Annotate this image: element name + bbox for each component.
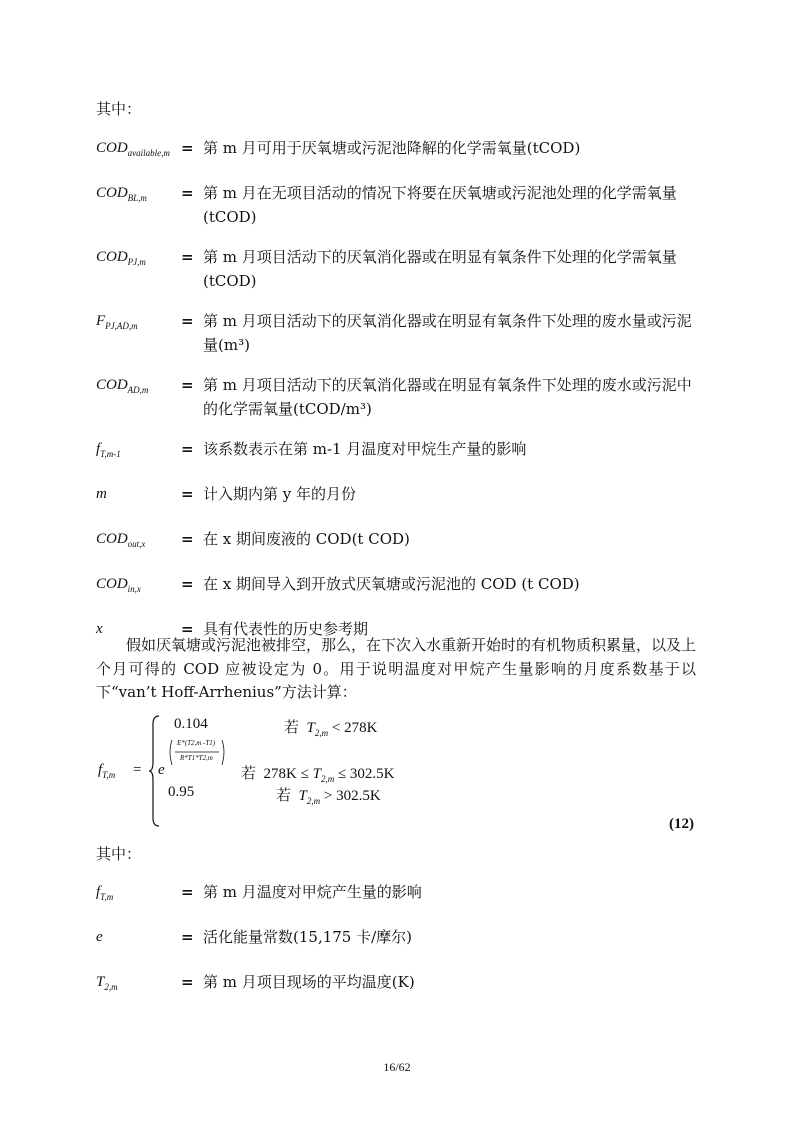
exponent-numerator: E*(T2,m -T1)	[177, 739, 216, 747]
case1-condition: 若 $T_{2,m} < 278K$	[284, 720, 378, 738]
symbol: x	[96, 621, 103, 637]
definition-text: 活化能量常数(15,175 卡/摩尔)	[203, 928, 413, 946]
definition-text: 计入期内第 y 年的月份	[203, 485, 357, 503]
formula-lhs: $f_{T,m}$	[98, 762, 116, 780]
definition-row	[96, 527, 706, 556]
exponent-denominator: R*T1*T2,m	[180, 754, 213, 762]
definition-row	[96, 373, 706, 421]
definition-row	[96, 925, 706, 954]
symbol: $COD_{out,x}$	[96, 531, 146, 549]
symbol: $COD_{AD,m}$	[96, 377, 149, 395]
page-number: 16/62	[383, 1060, 411, 1074]
case2-condition: 若 $278K \le T_{2,m} \le 302.5K$	[241, 766, 395, 784]
section-heading: 其中：	[96, 100, 142, 118]
definition-row	[96, 245, 706, 293]
case3-value: 0.95	[168, 784, 195, 800]
equation-number: (12)	[669, 816, 694, 832]
symbol: $COD_{available,m}$	[96, 140, 170, 158]
equals-sign: =	[181, 485, 194, 503]
definition-text: 具有代表性的历史参考期	[203, 620, 369, 638]
case2-base: e	[158, 762, 165, 778]
definition-row	[96, 309, 706, 357]
symbol: $COD_{in,x}$	[96, 576, 141, 594]
case3-condition: 若 $T_{2,m} > 302.5K$	[276, 788, 381, 806]
equals-sign: =	[181, 184, 194, 202]
symbol: m	[96, 486, 107, 502]
equals-sign: =	[181, 620, 194, 638]
symbol: $COD_{PJ,m}$	[96, 249, 146, 267]
definition-text: 在 x 期间导入到开放式厌氧塘或污泥池的 COD (t COD)	[203, 575, 580, 593]
equals-sign: =	[181, 928, 194, 946]
case2-exponent	[168, 738, 226, 773]
symbol: $COD_{BL,m}$	[96, 185, 147, 203]
definition-row	[96, 437, 706, 466]
definition-row	[96, 482, 706, 511]
equals-sign: =	[181, 312, 194, 330]
symbol: $T_{2,m}$	[96, 974, 118, 992]
definition-list	[96, 136, 706, 662]
equals-sign: =	[181, 376, 194, 394]
symbol: $f_{T,m}$	[96, 884, 114, 902]
equals-sign: =	[181, 139, 194, 157]
definition-row	[96, 136, 706, 165]
formula-equals: =	[133, 762, 142, 778]
symbol: e	[96, 929, 103, 945]
symbol: $F_{PJ,AD,m}$	[96, 313, 138, 331]
equals-sign: =	[181, 530, 194, 548]
definition-text: 第 m 月项目现场的平均温度(K)	[203, 973, 415, 991]
equals-sign: =	[181, 973, 194, 991]
equation-12	[96, 712, 696, 832]
definition-text: 第 m 月项目活动下的厌氧消化器或在明显有氧条件下处理的化学需氧量(tCOD)	[203, 248, 677, 290]
definition-row	[96, 572, 706, 601]
definition-text: 第 m 月可用于厌氧塘或污泥池降解的化学需氧量(tCOD)	[203, 139, 581, 157]
case1-value: 0.104	[174, 716, 208, 732]
definition-list	[96, 880, 706, 1015]
symbol: $f_{T,m-1}$	[96, 441, 121, 459]
definition-row	[96, 181, 706, 229]
definition-text: 第 m 月项目活动下的厌氧消化器或在明显有氧条件下处理的废水或污泥中的化学需氧量(tCOD/m³)	[203, 376, 692, 418]
definition-text: 第 m 月项目活动下的厌氧消化器或在明显有氧条件下处理的废水量或污泥量(m³)	[203, 312, 692, 354]
equals-sign: =	[181, 883, 194, 901]
body-paragraph: 假如厌氧塘或污泥池被排空，那么，在下次入水重新开始时的有机物质积累量，以及上个月可得的 COD 应被设定为 0。用于说明温度对甲烷产生量影响的月度系数基于以下“van’t Hoff-Arrhenius”方法计算：	[96, 636, 697, 701]
definition-text: 第 m 月在无项目活动的情况下将要在厌氧塘或污泥池处理的化学需氧量(tCOD)	[203, 184, 677, 226]
equals-sign: =	[181, 440, 194, 458]
definition-row	[96, 970, 706, 999]
definition-text: 该系数表示在第 m-1 月温度对甲烷生产量的影响	[203, 440, 527, 458]
definition-text: 第 m 月温度对甲烷产生量的影响	[203, 883, 422, 901]
equals-sign: =	[181, 575, 194, 593]
definition-text: 在 x 期间废液的 COD(t COD)	[203, 530, 410, 548]
definition-row	[96, 880, 706, 909]
section-heading: 其中：	[96, 845, 142, 863]
equals-sign: =	[181, 248, 194, 266]
